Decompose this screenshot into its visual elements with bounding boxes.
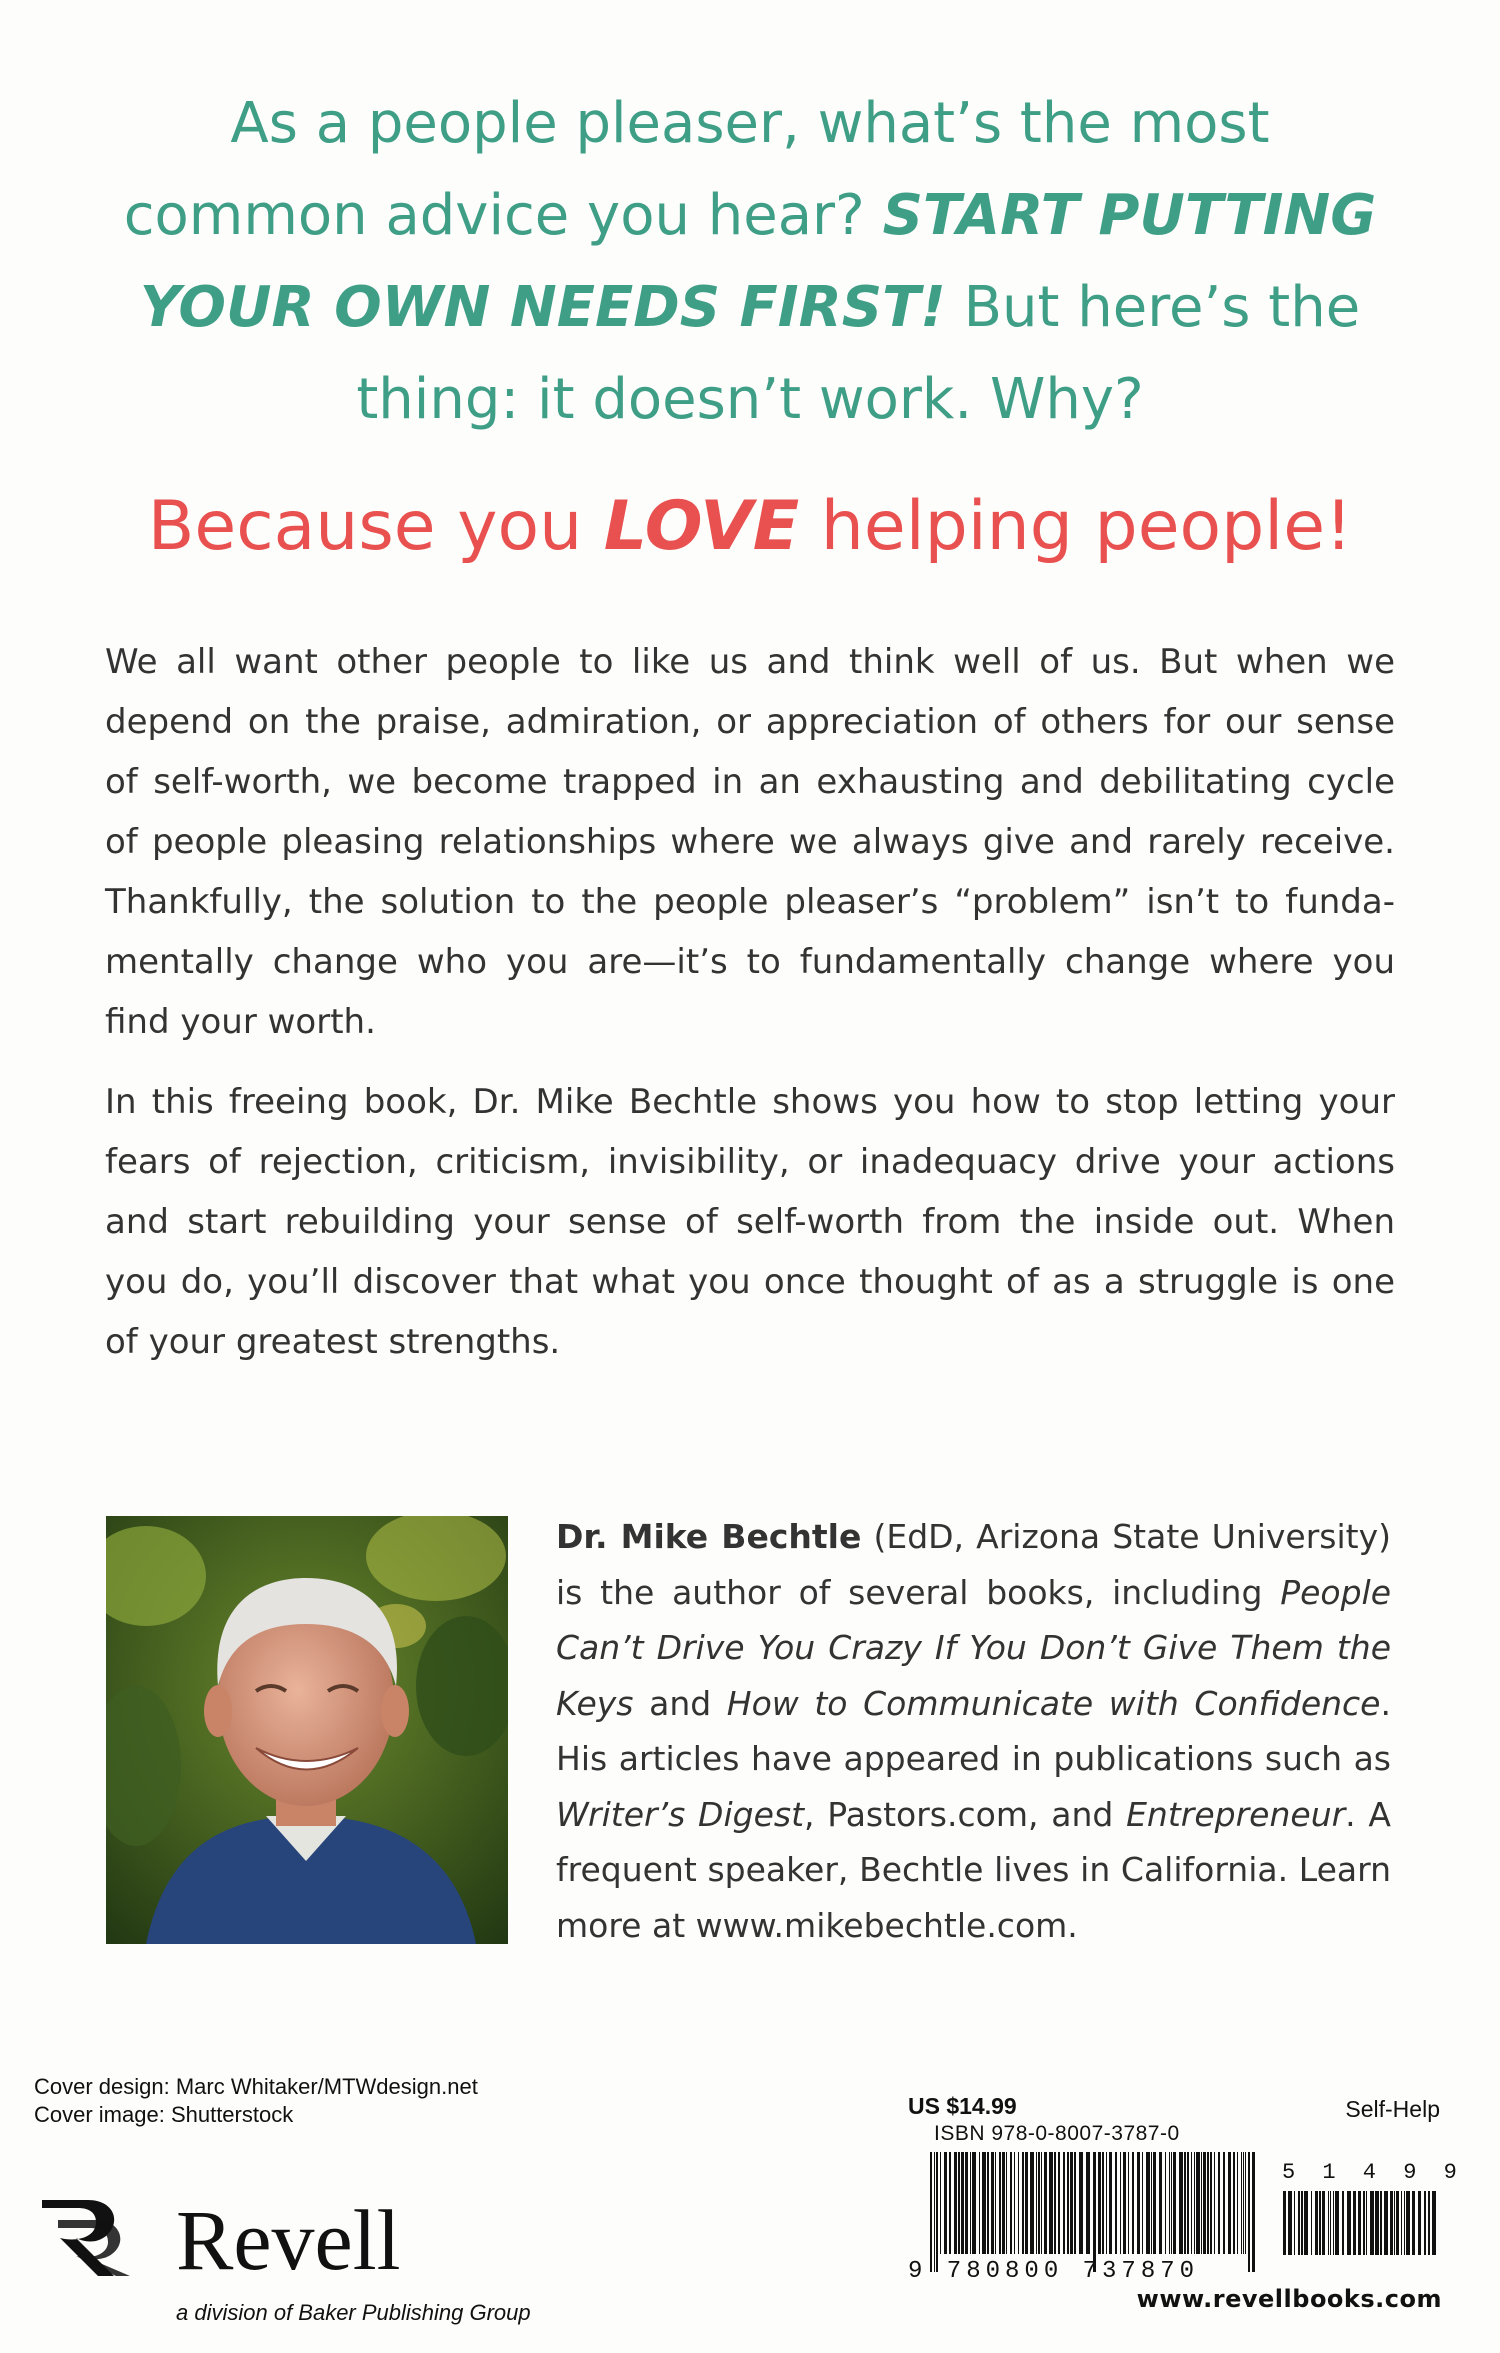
barcode-bar [982,2152,986,2254]
barcode-bar [1333,2191,1334,2255]
barcode-digits: 9 780800 737870 [908,2258,1200,2285]
barcode-bar [1330,2191,1331,2255]
revell-logo-icon [36,2192,146,2282]
barcode-bar [1245,2152,1246,2254]
barcode-bar [1233,2152,1235,2254]
book-title: Keys [556,1683,634,1723]
paragraph-line: In this freeing book, Dr. Mike Bechtle shows you how to stop letting your [105,1082,1395,1122]
headline-line-3 [100,262,1400,354]
cover-design-credit: Cover design: Marc Whitaker/MTWdesign.net [34,2074,478,2099]
price: US $14.99 [908,2093,1017,2119]
headline-text: common advice you hear? [123,183,883,248]
barcode-bar [1406,2191,1410,2255]
barcode-bar [958,2152,960,2254]
headline-line-1: As a people pleaser, what’s the most [230,91,1270,156]
paragraph-line: We all want other people to like us and think well of us. But when we [105,642,1395,682]
barcode-bar [1322,2191,1325,2255]
headline-emphasis: START PUTTING [882,183,1377,248]
barcode-bar [1074,2152,1076,2254]
barcode-bar [1006,2152,1007,2254]
bio-text: , Pastors.com, and [804,1794,1127,1834]
barcode-bar [949,2152,951,2254]
barcode-bar [1223,2152,1225,2254]
headline-line-2 [100,170,1400,262]
barcode-bar [1404,2191,1405,2255]
publisher-tagline: a division of Baker Publishing Group [176,2300,531,2325]
barcode-bar [1358,2191,1361,2255]
barcode-bar [1165,2152,1166,2254]
barcode-bar [999,2152,1001,2254]
bio-line: frequent speaker, Bechtle lives in California. Learn [556,1850,1391,1889]
barcode-bar [1159,2152,1162,2254]
barcode-bar [1396,2191,1399,2255]
barcode-bar [1394,2191,1395,2255]
headline-text: But here’s the [945,275,1361,340]
subhead-text: Because you [147,487,604,566]
publication-title: Writer’s Digest [556,1794,805,1834]
subhead [0,487,1500,566]
barcode-bar [1067,2152,1069,2254]
barcode-bar [1137,2152,1140,2254]
barcode-bar [1380,2191,1382,2255]
publisher-name: Revell [176,2192,401,2288]
barcode-bar [1058,2152,1060,2254]
barcode-bar [1171,2152,1172,2254]
subhead-emphasis: LOVE [603,487,800,566]
book-title: How to Communicate with Confidence [726,1683,1381,1723]
barcode-bar [1041,2152,1042,2254]
bio-line: more at www.mikebechtle.com. [556,1905,1078,1945]
barcode-bar [1311,2191,1312,2255]
isbn-barcode [928,2152,1258,2272]
barcode-bar [987,2152,989,2254]
bio-line: His articles have appeared in publications such as [556,1739,1391,1778]
headline-emphasis: YOUR OWN NEEDS FIRST! [139,275,946,340]
barcode-bar [1049,2152,1053,2254]
barcode-bar [991,2152,994,2254]
barcode-bar [1010,2152,1012,2254]
barcode-bar [1428,2191,1430,2255]
bio-text: . A [1345,1794,1392,1834]
book-title: Can’t Drive You Crazy If You Don’t Give Them the [556,1628,1391,1667]
barcode-bar [1370,2191,1374,2255]
barcode-bar [1237,2152,1238,2254]
headline-line-4: thing: it doesn’t work. Why? [356,367,1144,432]
barcode-bar [1044,2152,1047,2254]
barcode-bar [1335,2191,1339,2255]
barcode-bar [1347,2191,1351,2255]
barcode-bar [1418,2191,1421,2255]
barcode-bar [1115,2152,1117,2254]
barcode-bar [944,2152,947,2254]
barcode-bar [1173,2152,1176,2254]
bio-line [556,1509,1391,1565]
barcode-bar [1218,2152,1220,2254]
category-label: Self-Help [1345,2096,1440,2122]
book-title: People [1280,1572,1391,1612]
barcode-bar [1014,2152,1015,2254]
barcode-bar [995,2152,996,2254]
barcode-bar [1342,2191,1344,2255]
author-bio [556,1509,1391,1953]
barcode-bar [1207,2152,1209,2254]
paragraph-line: depend on the praise, admiration, or appreciation of others for our sense [105,702,1395,742]
paragraph-line: Thankfully, the solution to the people pleaser’s “problem” isn’t to funda- [105,882,1395,922]
barcode-bar [1098,2152,1101,2254]
barcode-bar [1070,2152,1073,2254]
barcode-bar [1288,2191,1292,2255]
barcode-bar [1214,2152,1215,2254]
author-photo [106,1516,508,1944]
description-paragraph-1 [105,632,1395,1052]
bio-line [556,1787,1391,1843]
barcode-bar [1106,2152,1107,2254]
barcode-bar [1301,2191,1303,2255]
barcode-bar [1153,2152,1156,2254]
publisher-website: www.revellbooks.com [1136,2285,1442,2313]
bio-text: . [1380,1683,1391,1723]
barcode-bar [1018,2152,1019,2254]
barcode-bar [1203,2152,1206,2254]
subhead-text: helping people! [799,487,1353,566]
barcode-bar [1228,2152,1231,2254]
barcode-bar [1294,2191,1295,2255]
barcode-bar [1036,2152,1037,2254]
barcode-bar [1432,2191,1436,2255]
barcode-bar [1022,2152,1024,2254]
barcode-bar [1353,2191,1356,2255]
bio-line [556,1565,1391,1621]
barcode-bar [1169,2152,1170,2254]
bio-text: is the author of several books, including [556,1572,1281,1612]
bio-line [556,1620,1391,1676]
barcode-bar [1151,2152,1152,2254]
barcode-bar [1132,2152,1134,2254]
barcode-bar [1063,2152,1065,2254]
paragraph-line: of self-worth, we become trapped in an exhausting and debilitating cycle [105,762,1395,802]
barcode-bar [1363,2191,1365,2255]
paragraph-line: mentally change who you are—it’s to fundamentally change where you [105,942,1395,982]
barcode-bar [1201,2152,1202,2254]
barcode-bar [965,2152,968,2254]
barcode-bar [1252,2152,1255,2272]
barcode-bar [1412,2191,1415,2255]
barcode-bar [1142,2152,1143,2254]
barcode-bar [1079,2152,1083,2254]
barcode-bar [1038,2152,1040,2254]
barcode-bar [1194,2152,1195,2254]
barcode-bar [1120,2152,1121,2254]
barcode-bar [970,2152,971,2254]
paragraph-line: fears of rejection, criticism, invisibility, or inadequacy drive your actions [105,1142,1395,1182]
barcode-bar [1146,2152,1150,2254]
barcode-bar [1093,2152,1096,2272]
paragraph-line: you do, you’ll discover that what you once thought of as a struggle is one [105,1262,1395,1302]
barcode-bar [1319,2191,1321,2255]
barcode-bar [1328,2191,1329,2255]
author-credentials: (EdD, Arizona State University) [861,1517,1391,1556]
barcode-bar [1191,2152,1192,2254]
barcode-bar [1298,2191,1300,2255]
headline [100,78,1400,446]
description-paragraph-2 [105,1072,1395,1372]
paragraph-line: of people pleasing relationships where we always give and rarely receive. [105,822,1395,862]
barcode-bar [936,2152,938,2272]
barcode-bar [961,2152,964,2254]
author-name: Dr. Mike Bechtle [556,1517,862,1556]
barcode-bar [934,2152,935,2272]
barcode-bar [1030,2152,1034,2254]
barcode-bar [1002,2152,1005,2254]
barcode-bar [1384,2191,1388,2255]
bio-line [556,1676,1391,1732]
barcode-bar [1283,2191,1286,2255]
barcode-bar [1086,2152,1090,2254]
barcode-bar [940,2152,941,2254]
barcode-bar [979,2152,980,2254]
paragraph-line: find your worth. [105,1002,376,1042]
barcode-bar [954,2152,957,2254]
barcode-bar [1025,2152,1028,2254]
barcode-bar [972,2152,976,2254]
bio-text: and [633,1683,727,1723]
price-addon-barcode [1281,2191,1441,2273]
isbn: ISBN 978-0-8007-3787-0 [934,2122,1180,2145]
barcode-bar [1243,2152,1244,2254]
author-portrait-image [106,1516,508,1944]
paragraph-line: of your greatest strengths. [105,1322,561,1362]
barcode-bar [1123,2152,1126,2254]
barcode-bar [1375,2191,1379,2255]
barcode-bar [930,2152,932,2272]
barcode-bar [1109,2152,1112,2254]
barcode-bar [1128,2152,1129,2254]
barcode-bar [1424,2191,1426,2255]
barcode-bar [1054,2152,1056,2254]
cover-image-credit: Cover image: Shutterstock [34,2102,294,2127]
barcode-bar [1366,2191,1367,2255]
barcode-bar [1196,2152,1200,2254]
barcode-bar [1390,2191,1393,2255]
barcode-bar [1179,2152,1183,2254]
barcode-bar [1248,2152,1250,2272]
barcode-bar [1102,2152,1104,2254]
barcode-addon-digits: 5 1 4 9 9 [1282,2160,1464,2185]
barcode-bar [1241,2152,1242,2254]
barcode-bar [1304,2191,1308,2255]
paragraph-line: and start rebuilding your sense of self-worth from the inside out. When [105,1202,1395,1242]
barcode-bar [1315,2191,1318,2255]
barcode-bar [1184,2152,1186,2254]
barcode-bar [1187,2152,1189,2254]
barcode-bar [1401,2191,1402,2255]
barcode-bar [1210,2152,1212,2254]
publication-title: Entrepreneur [1126,1794,1346,1834]
